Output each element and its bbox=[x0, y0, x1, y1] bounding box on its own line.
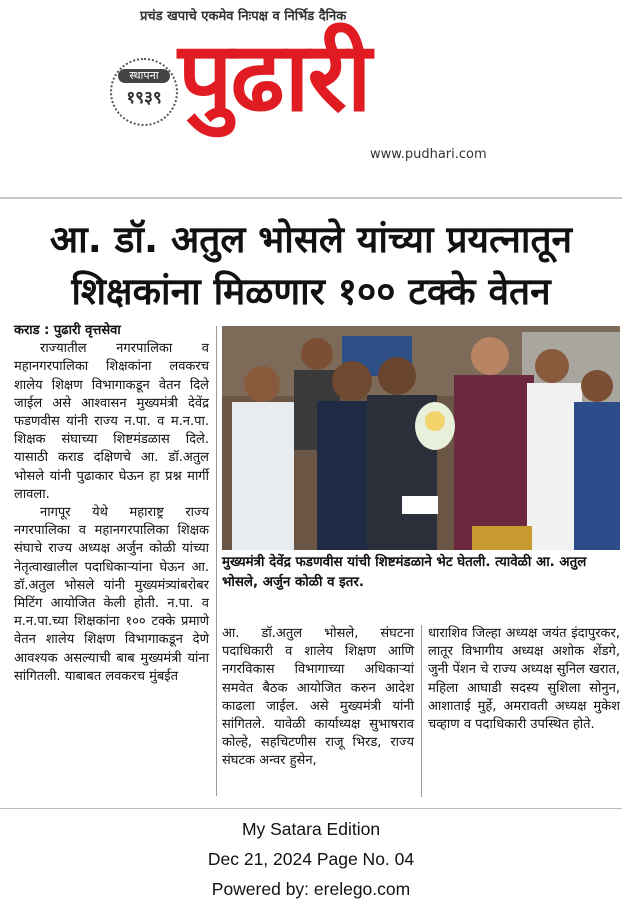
founding-seal bbox=[110, 58, 178, 126]
headline-line-2: शिक्षकांना मिळणार १०० टक्के वेतन bbox=[71, 270, 551, 313]
edition-name: My Satara Edition bbox=[241, 819, 381, 839]
masthead-tagline: प्रचंड खपाचे एकमेव निःपक्ष व निर्भिड दैनिक bbox=[140, 9, 347, 24]
news-photo-graphic bbox=[222, 326, 620, 550]
article-column-middle: आ. डॉ.अतुल भोसले, संघटना पदाधिकारी व शालेय शिक्षण आणि नगरविकास विभागाच्या अधिकार्‍यां समवेत बैठक आयोजित करुन आदेश काढला जाईल. असे मुख्यमंत्री यांनी सांगितले. यावेळी कार्याध्यक्ष सुभाषराव कोल्हे, सहचिटणीस राजू भिरड, राज्य संघटक अन्वर हुसेन, bbox=[222, 626, 414, 769]
powered-by-text: Powered by: erelego.com bbox=[211, 879, 411, 899]
footer-divider bbox=[0, 808, 622, 809]
seal-label: स्थापना bbox=[118, 69, 170, 83]
article-headline bbox=[0, 214, 622, 318]
paragraph-1: राज्यातील नगरपालिका व महानगरपालिका शिक्षकांना लवकरच शालेय शिक्षण विभागाकडून वेतन दिले जाईल असे आश्वासन मुख्यमंत्री देवेंद्र फडणवीस यांनी राज्य न.पा. व म.न.पा. शिक्षक संघाच्या शिष्टमंडळास दिले. यासाठी कराड दक्षिणचे आ. डॉ.अतुल भोसले यांनी पुढाकार घेऊन हा प्रश्न मार्गी लावला. bbox=[14, 341, 209, 502]
newspaper-logo: पुढारी bbox=[178, 21, 370, 133]
photo-caption: मुख्यमंत्री देवेंद्र फडणवीस यांची शिष्टमंडळाने भेट घेतली. त्यावेळी आ. अतुल भोसले, अर्जुन कोळी व इतर. bbox=[222, 555, 587, 590]
masthead bbox=[0, 0, 622, 190]
seal-year: १९३९ bbox=[126, 88, 162, 108]
masthead-divider bbox=[0, 197, 622, 199]
page-footer bbox=[0, 814, 622, 904]
article-column-right: धाराशिव जिल्हा अध्यक्ष जयंत इंदापुरकर, लातूर विभागीय अध्यक्ष अशोक शेंडगे, जुनी पेंशन चे राज्य अध्यक्ष सुनिल खरात, महिला आघाडी सदस्य सुशिला सोनुन, आशाताई मुर्हे, अमरावती अध्यक्ष मुकेश चव्हाण व पदाधिकारी उपस्थित होते. bbox=[428, 626, 620, 733]
byline: कराड : पुढारी वृत्तसेवा bbox=[14, 323, 121, 338]
website-url: www.pudhari.com bbox=[370, 147, 487, 162]
column-divider-1 bbox=[216, 326, 217, 796]
headline-line-1: आ. डॉ. अतुल भोसले यांच्या प्रयत्नातून bbox=[49, 218, 573, 261]
news-photo bbox=[222, 326, 620, 550]
edition-date-page: Dec 21, 2024 Page No. 04 bbox=[207, 849, 415, 869]
article-column-left bbox=[14, 322, 209, 686]
column-divider-2 bbox=[421, 625, 422, 797]
paragraph-2: नागपूर येथे महाराष्ट्र राज्य नगरपालिका व महानगरपालिका शिक्षक संघाचे राज्य अध्यक्ष अर्जुन कोळी यांच्या नेतृत्वाखालील पदाधिकार्‍यांना घेऊन आ. डॉ.अतुल भोसले यांनी मुख्यमंत्र्यांबरोबर मिटिंग आयोजित केली होती. न.पा. व म.न.पा.च्या शिक्षकांना १०० टक्के प्रमाणे वेतन शालेय शिक्षण विभागाकडून देणे आवश्यक असल्याची बाब मुख्यमंत्री यांना सांगितली. याबाबत लवकरच मुंबईत bbox=[14, 505, 209, 684]
